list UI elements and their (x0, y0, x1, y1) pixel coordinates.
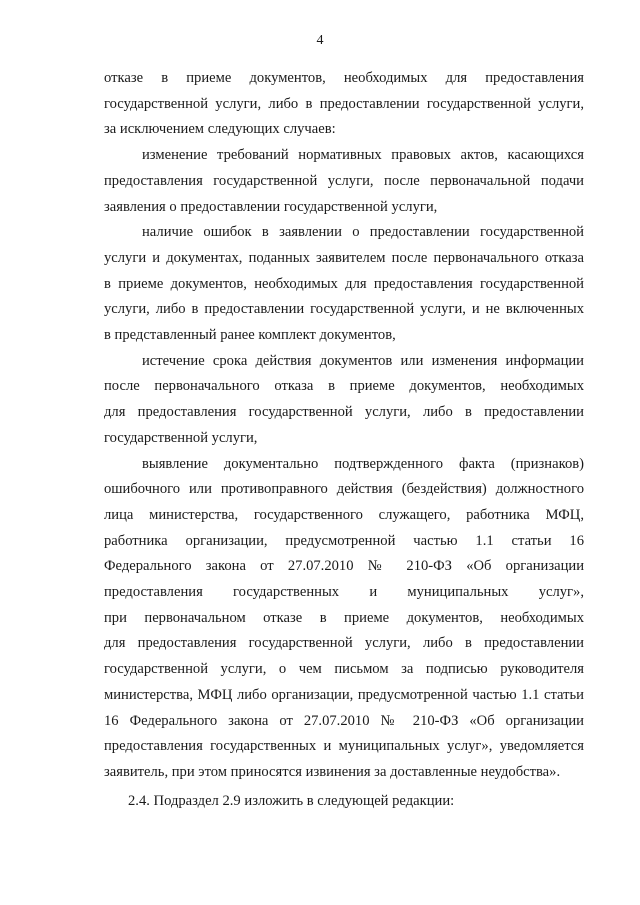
edit-instruction: 2.4. Подраздел 2.9 изложить в следующей редакции: (128, 792, 455, 809)
text-line: истечение срока действия документов или изменения информации (142, 352, 584, 369)
text-line: ошибочного или противоправного действия (бездействия) должностного (104, 481, 584, 498)
text-line: после первоначального отказа в приеме документов, необходимых (104, 378, 584, 395)
text-line: государственной услуги, о чем письмом за подписью руководителя (104, 661, 584, 678)
text-line: наличие ошибок в заявлении о предоставлении государственной (142, 224, 584, 241)
document-body (104, 66, 584, 814)
text-line: услуги, либо в предоставлении государственной услуги, и не включенных (104, 301, 584, 318)
text-line: министерства, МФЦ либо организации, предусмотренной частью 1.1 статьи (104, 686, 584, 703)
text-line: для предоставления государственной услуги, либо в предоставлении (104, 404, 584, 421)
text-line: Федерального закона от 27.07.2010 № 210-ФЗ «Об организации (104, 558, 584, 575)
text-line: предоставления государственной услуги, после первоначальной подачи (104, 172, 584, 189)
paragraph-unlawful-action (104, 452, 584, 786)
text-line: для предоставления государственной услуги, либо в предоставлении (104, 635, 584, 652)
text-line: изменение требований нормативных правовых актов, касающихся (142, 147, 584, 164)
text-line: государственной услуги, (104, 429, 258, 446)
paragraph-requirements-change (104, 143, 584, 220)
text-line: за исключением следующих случаев: (104, 121, 336, 138)
text-line: 16 Федерального закона от 27.07.2010 № 210-ФЗ «Об организации (104, 712, 584, 729)
text-line: выявление документально подтвержденного факта (признаков) (142, 455, 584, 472)
text-line: отказе в приеме документов, необходимых для предоставления (104, 70, 584, 86)
text-line: предоставления государственных и муниципальных услуг», уведомляется (104, 738, 584, 755)
text-line: предоставления государственных и муниципальных услуг», (104, 584, 584, 601)
text-line: услуги и документах, поданных заявителем после первоначального отказа (104, 249, 584, 266)
text-line: в представленный ранее комплект документов, (104, 327, 396, 344)
text-line: государственной услуги, либо в предоставлении государственной услуги, (104, 95, 584, 112)
paragraph-errors-in-application (104, 220, 584, 349)
paragraph-edit-instruction (104, 789, 584, 815)
text-line: заявитель, при этом приносятся извинения за доставленные неудобства». (104, 763, 561, 780)
paragraph-documents-expiry (104, 349, 584, 452)
text-line: при первоначальном отказе в приеме документов, необходимых (104, 609, 584, 626)
text-line: в приеме документов, необходимых для предоставления государственной (104, 275, 584, 292)
text-line: заявления о предоставлении государственной услуги, (104, 198, 438, 215)
paragraph-refusal-intro (104, 66, 584, 143)
page-number: 4 (316, 33, 324, 48)
text-line: работника организации, предусмотренной частью 1.1 статьи 16 (104, 532, 584, 549)
text-line: лица министерства, государственного служащего, работника МФЦ, (104, 506, 584, 523)
